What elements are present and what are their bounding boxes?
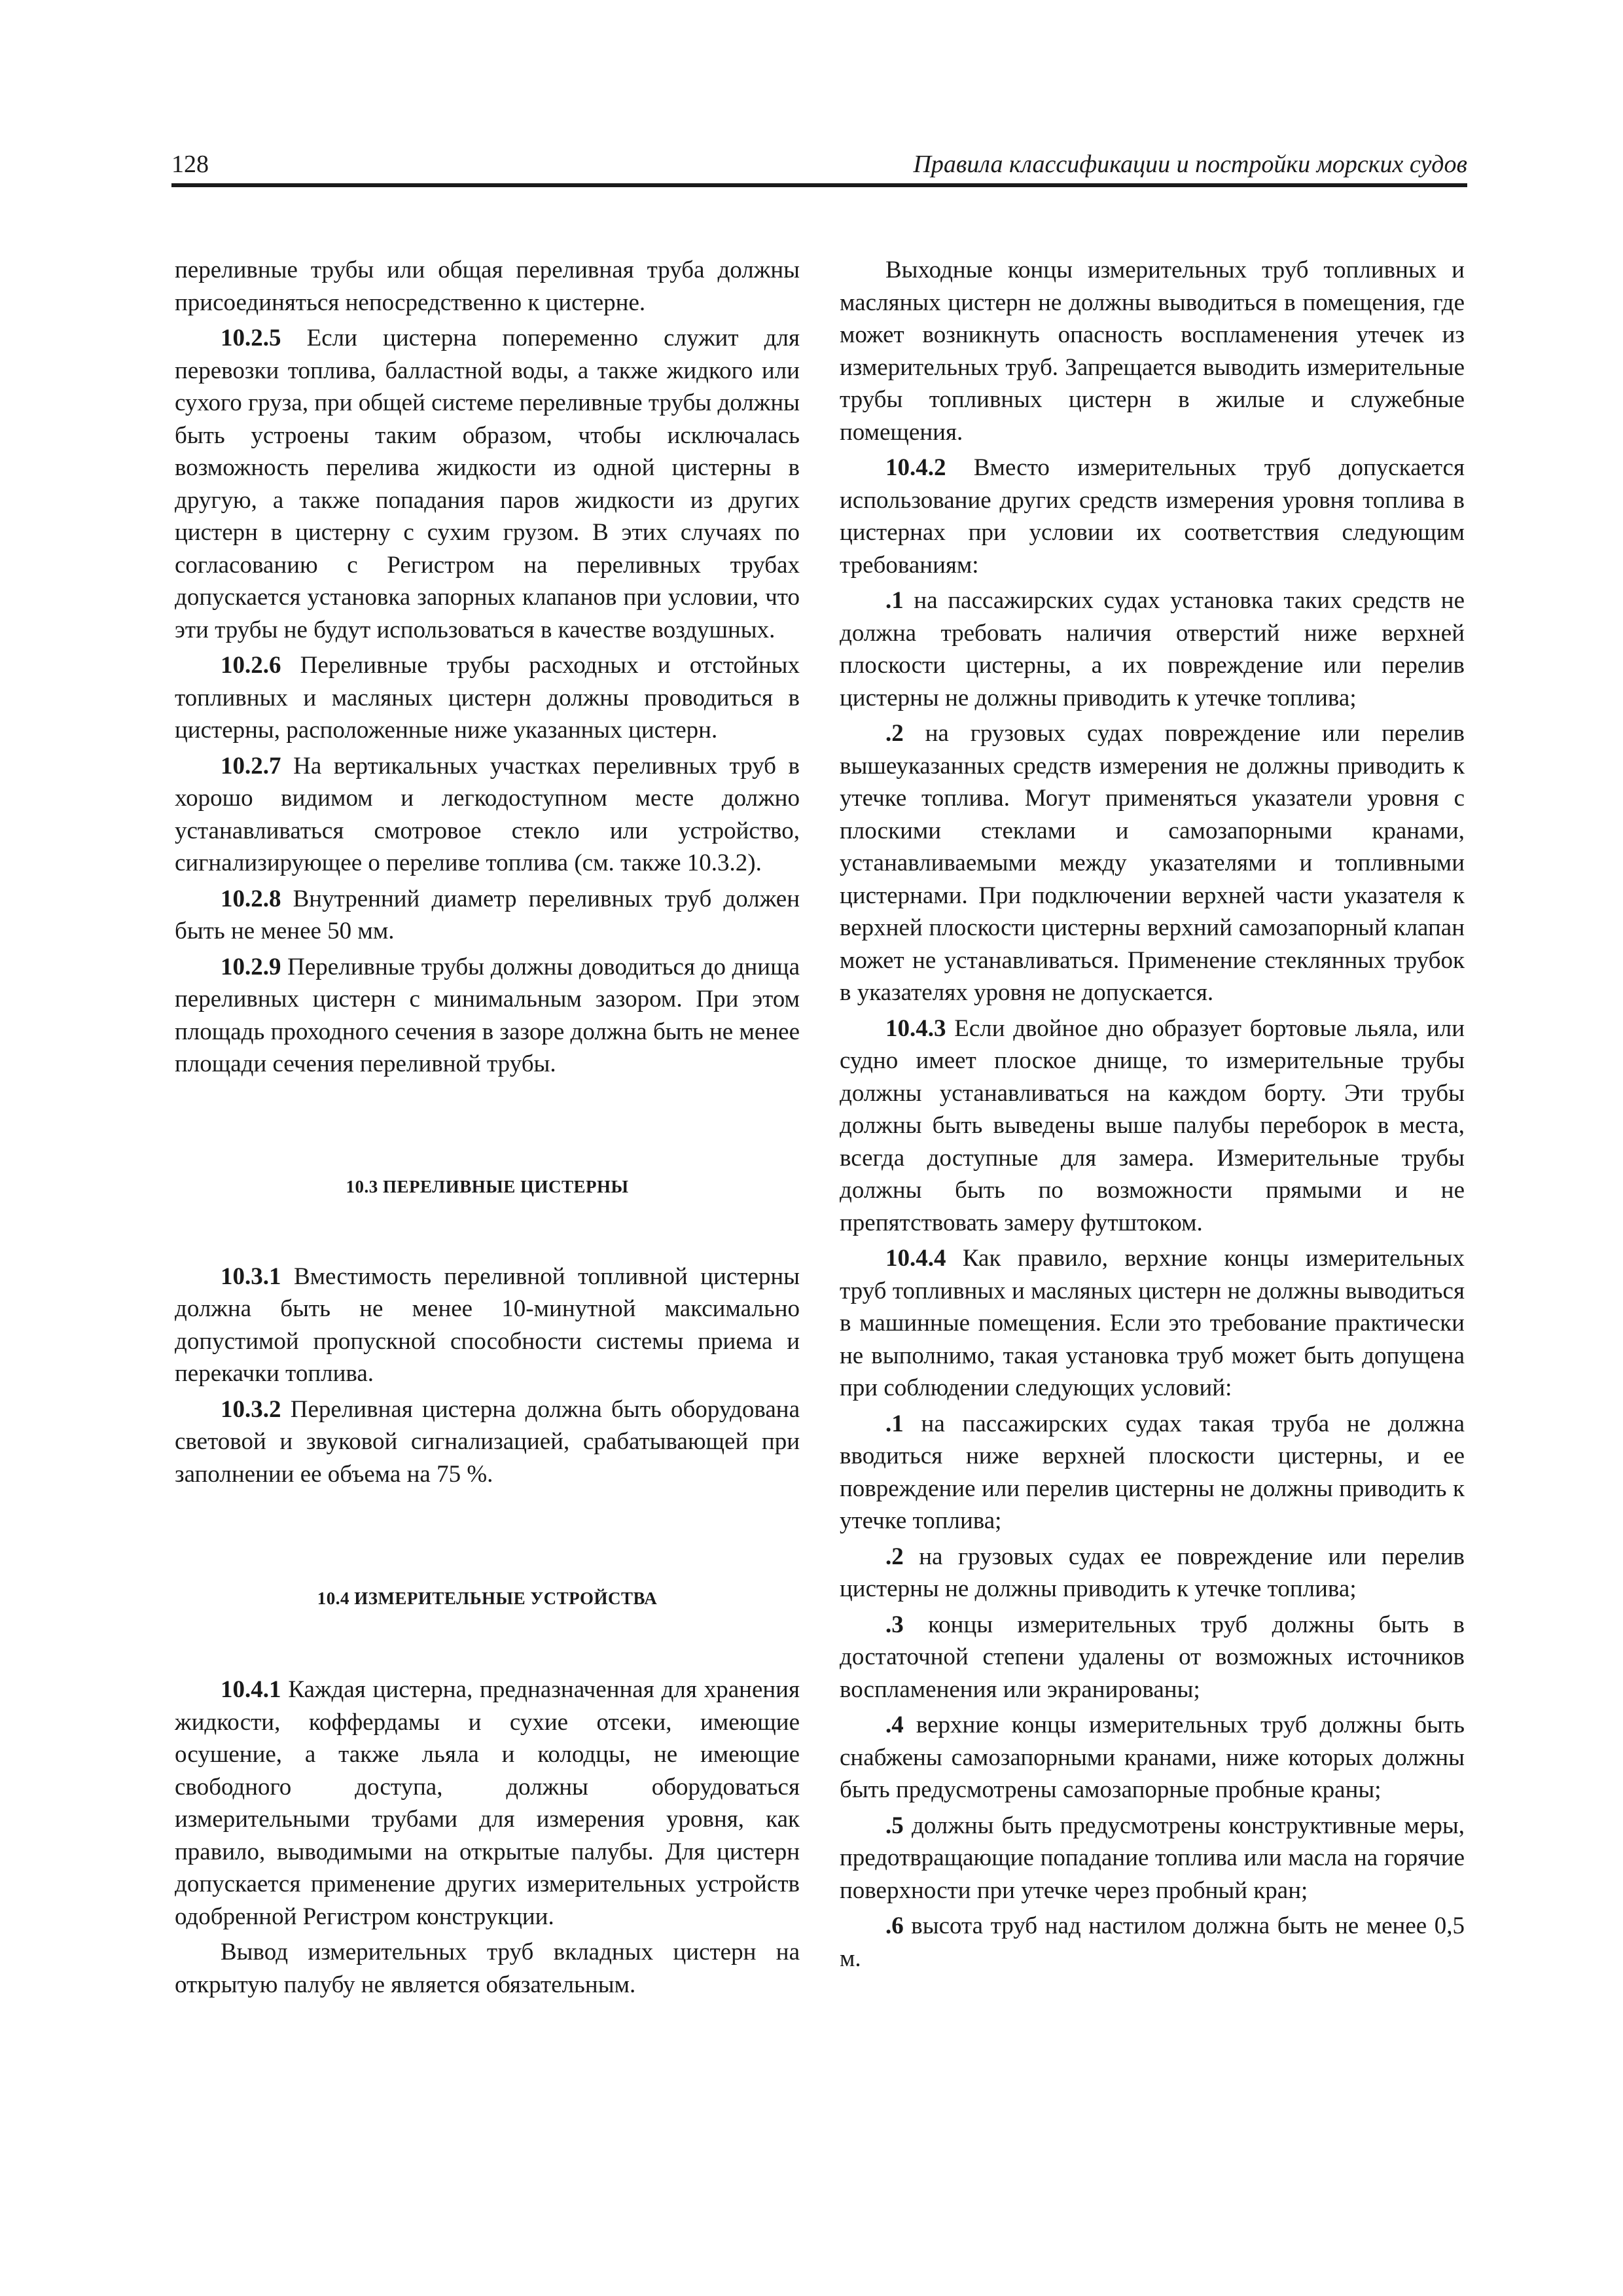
right-column [840, 254, 1465, 1975]
section-heading-10-4: 10.4 ИЗМЕРИТЕЛЬНЫЕ УСТРОЙСТВА [317, 1588, 658, 1608]
section-heading-10-3: 10.3 ПЕРЕЛИВНЫЕ ЦИСТЕРНЫ [346, 1176, 629, 1196]
list-item: .6 высота труб над настилом должна быть не менее 0,5 м. [840, 1912, 1465, 1972]
paragraph: Выходные концы измерительных труб топливных и масляных цистерн не должны выводиться в помещения, где может возникнуть опасность воспламенения утечек из измерительных труб. Запрещается выводить измерительные трубы топливных цистерн в жилые и служебные помещения. [840, 257, 1465, 446]
clause-10-3-2: 10.3.2 Переливная цистерна должна быть оборудована световой и звуковой сигнализацией, срабатывающей при заполнении ее объема на 75 %. [175, 1395, 800, 1488]
left-column [175, 254, 800, 2001]
list-item: .2 на грузовых судах ее повреждение или перелив цистерны не должны приводить к утечке топлива; [840, 1543, 1465, 1602]
list-item: .1 на пассажирских судах установка таких средств не должна требовать наличия отверстий ниже верхней плоскости цистерны, а их повреждение или перелив цистерны не должны приводить к утечке топлива; [840, 587, 1465, 711]
list-item: .4 верхние концы измерительных труб должны быть снабжены самозапорными кранами, ниже которых должны быть предусмотрены самозапорные пробные краны; [840, 1712, 1465, 1803]
list-item: .5 должны быть предусмотрены конструктивные меры, предотвращающие попадание топлива или масла на горячие поверхности при утечке через пробный кран; [840, 1812, 1465, 1904]
clause-10-2-7: 10.2.7 На вертикальных участках переливных труб в хорошо видимом и легкодоступном месте должно устанавливаться смотровое стекло или устройство, сигнализирующее о переливе топлива (см. также 10.3.2). [175, 752, 800, 876]
list-item: .2 на грузовых судах повреждение или перелив вышеуказанных средств измерения не должны приводить к утечке топлива. Могут применяться указатели уровня с плоскими стеклами и самозапорными кранами, устанавливаемыми между указателями и топливными цистернами. При подключении верхней части указателя к верхней плоскости цистерны верхний самозапорный клапан может не устанавливаться. Применение стеклянных трубок в указателях уровня не допускается. [840, 720, 1465, 1006]
clause-10-4-4: 10.4.4 Как правило, верхние концы измерительных труб топливных и масляных цистерн не должны выводиться в машинные помещения. Если это требование практически не выполнимо, такая установка труб может быть допущена при соблюдении следующих условий: [840, 1245, 1465, 1401]
page-number: 128 [171, 151, 209, 178]
clause-10-3-1: 10.3.1 Вместимость переливной топливной цистерны должна быть не менее 10-минутной максимально допустимой пропускной способности системы приема и перекачки топлива. [175, 1263, 800, 1387]
paragraph: Вывод измерительных труб вкладных цистерн на открытую палубу не является обязательным. [175, 1939, 800, 1998]
clause-10-2-8: 10.2.8 Внутренний диаметр переливных труб должен быть не менее 50 мм. [175, 885, 800, 944]
clause-10-4-3: 10.4.3 Если двойное дно образует бортовые льяла, или судно имеет плоское днище, то измерительные трубы должны устанавливаться на каждом борту. Эти трубы должны быть выведены выше палубы переборок в места, всегда доступные для замера. Измерительные трубы должны быть по возможности прямыми и не препятствовать замеру футштоком. [840, 1014, 1465, 1236]
paragraph: переливные трубы или общая переливная труба должны присоединяться непосредственно к цистерне. [175, 257, 800, 316]
list-item: .1 на пассажирских судах такая труба не должна вводиться ниже верхней плоскости цистерны, и ее повреждение или перелив цистерны не должны приводить к утечке топлива; [840, 1410, 1465, 1534]
clause-10-4-1: 10.4.1 Каждая цистерна, предназначенная для хранения жидкости, коффердамы и сухие отсеки, имеющие осушение, а также льяла и колодцы, не имеющие свободного доступа, должны оборудоваться измерительными трубами для измерения уровня, как правило, выводимыми на открытые палубы. Для цистерн допускается применение других измерительных устройств одобренной Регистром конструкции. [175, 1676, 800, 1930]
clause-10-2-9: 10.2.9 Переливные трубы должны доводиться до днища переливных цистерн с минимальным зазором. При этом площадь проходного сечения в зазоре должна быть не менее площади сечения переливной трубы. [175, 953, 800, 1077]
clause-10-2-6: 10.2.6 Переливные трубы расходных и отстойных топливных и масляных цистерн должны проводиться в цистерны, расположенные ниже указанных цистерн. [175, 652, 800, 744]
clause-10-2-5: 10.2.5 Если цистерна попеременно служит для перевозки топлива, балластной воды, а также жидкого или сухого груза, при общей системе переливные трубы должны быть устроены таким образом, чтобы исключалась возможность перелива жидкости из одной цистерны в другую, а также попадания паров жидкости из других цистерн в цистерну с сухим грузом. В этих случаях по согласованию с Регистром на переливных трубах допускается установка запорных клапанов при условии, что эти трубы не будут использоваться в качестве воздушных. [175, 325, 800, 643]
list-item: .3 концы измерительных труб должны быть в достаточной степени удалены от возможных источников воспламенения или экранированы; [840, 1611, 1465, 1703]
clause-10-4-2: 10.4.2 Вместо измерительных труб допускается использование других средств измерения уровня топлива в цистернах при условии их соответствия следующим требованиям: [840, 454, 1465, 579]
running-title: Правила классификации и постройки морских судов [913, 151, 1467, 178]
page-header [171, 143, 1467, 187]
